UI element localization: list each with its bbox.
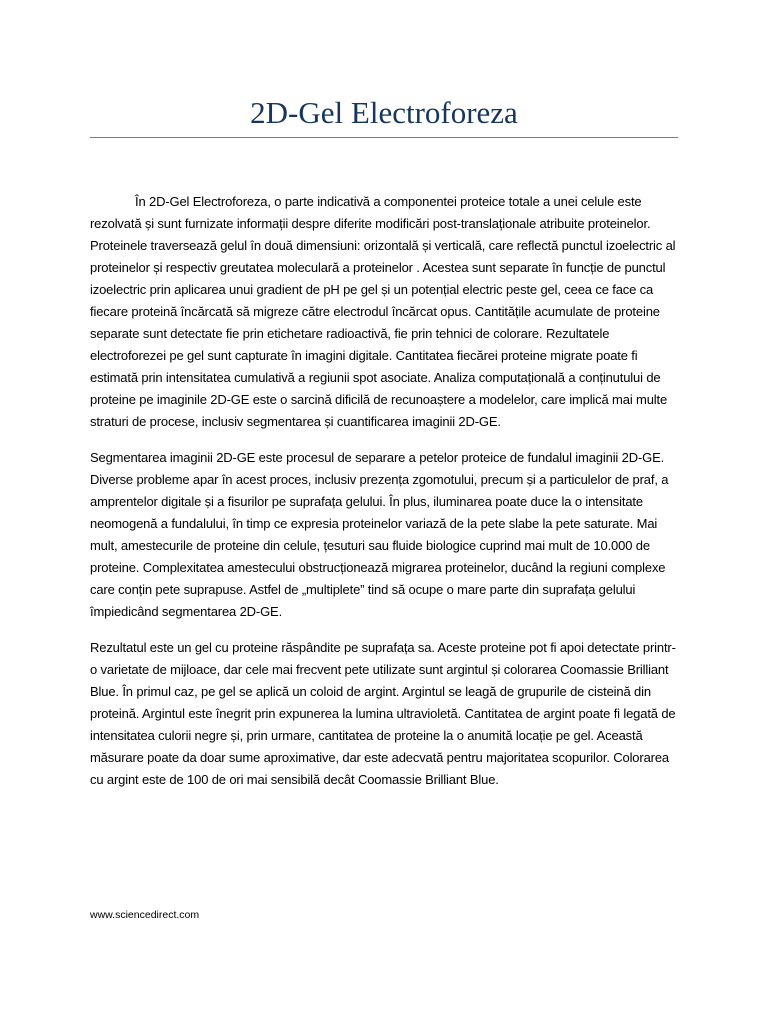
source-url: www.sciencedirect.com [90, 909, 200, 921]
paragraph-segmentation: Segmentarea imaginii 2D-GE este procesul de separare a petelor proteice de fundalul imaginii 2D-GE. Diverse probleme apar în acest proces, inclusiv prezența zgomotului, precum și a particulelor de praf, a amprentelor digitale și a fisurilor pe suprafața gelului. În plus, iluminarea poate duce la o intensitate neomogenă a fundalului, în timp ce expresia proteinelor variază de la pete slabe la pete saturate. Mai mult, amestecurile de proteine din celule, țesuturi sau fluide biologice cuprind mai mult de 10.000 de proteine. Complexitatea amestecului obstrucționează migrarea proteinelor, ducând la regiuni complexe care conțin pete suprapuse. Astfel de „multiplete” tind să ocupe o mare parte din suprafața gelului împiedicând segmentarea 2D-GE. [90, 450, 669, 619]
paragraph-staining: Rezultatul este un gel cu proteine răspândite pe suprafața sa. Aceste proteine pot fi apoi detectate printr-o varietate de mijloace, dar cele mai frecvent pete utilizate sunt argintul și colorarea Coomassie Brilliant Blue. În primul caz, pe gel se aplică un coloid de argint. Argintul se leagă de grupurile de cisteină din proteină. Argintul este înegrit prin expunerea la lumina ultravioletă. Cantitatea de argint poate fi legată de intensitatea culorii negre și, prin urmare, cantitatea de proteine la o anumită locație pe gel. Această măsurare poate da doar sume aproximative, dar este adecvată pentru majoritatea scopurilor. Colorarea cu argint este de 100 de ori mai sensibilă decât Coomassie Brilliant Blue. [90, 640, 676, 787]
document-body [90, 191, 680, 805]
title-underline [90, 137, 678, 138]
paragraph-intro: În 2D-Gel Electroforeza, o parte indicativă a componentei proteice totale a unei celule este rezolvată și sunt furnizate informații despre diferite modificări post-translaționale atribuite proteinelor. Proteinele traversează gelul în două dimensiuni: orizontală și verticală, care reflectă punctul izoelectric al proteinelor și respectiv greutatea moleculară a proteinelor . Acestea sunt separate în funcție de punctul izoelectric prin aplicarea unui gradient de pH pe gel și un potențial electric peste gel, ceea ce face ca fiecare proteină încărcată să migreze către electrodul încărcat opus. Cantitățile acumulate de proteine separate sunt detectate fie prin etichetare radioactivă, fie prin tehnici de colorare. Rezultatele electroforezei pe gel sunt capturate în imagini digitale. Cantitatea fiecărei proteine migrate poate fi estimată prin intensitatea cumulativă a regiunii spot asociate. Analiza computațională a conținutului de proteine pe imaginile 2D-GE este o sarcină dificilă de recunoaștere a modelelor, care implică mai multe straturi de procese, inclusiv segmentarea și cuantificarea imaginii 2D-GE. [90, 194, 676, 429]
document-title: 2D-Gel Electroforeza [250, 95, 518, 130]
